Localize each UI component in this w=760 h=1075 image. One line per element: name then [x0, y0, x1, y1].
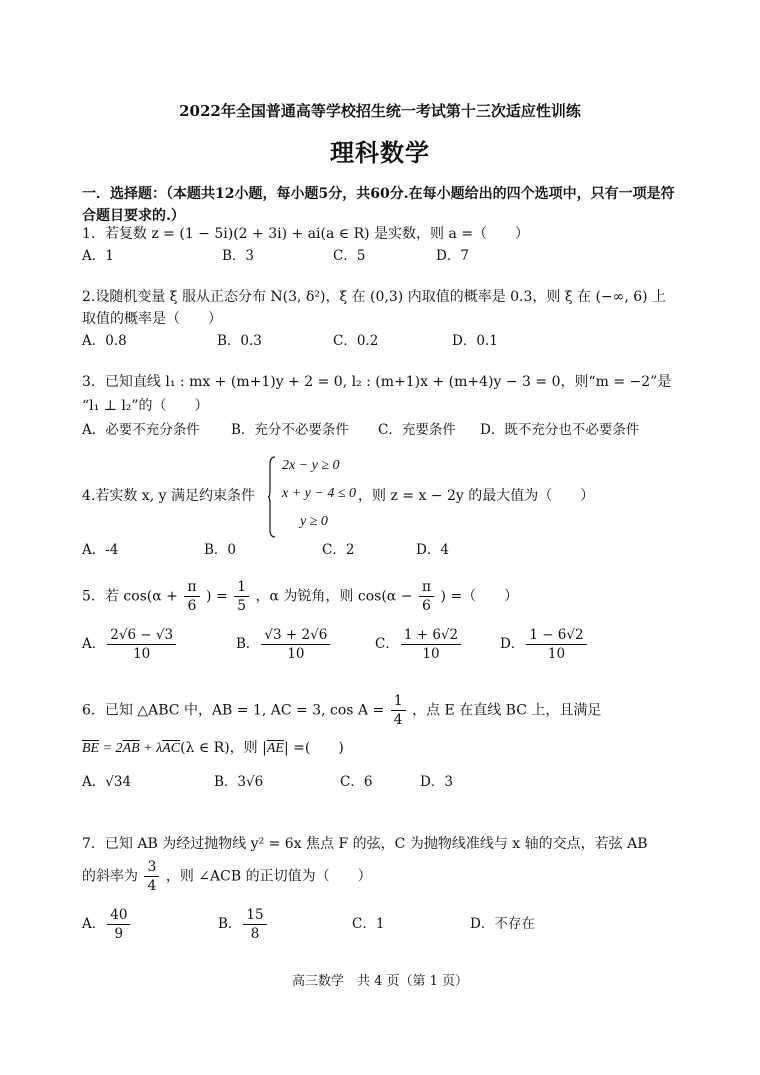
q7-option-b: B． $\frac{15}{8}$ — [218, 906, 269, 943]
q4-option-c: C．2 — [322, 542, 355, 558]
q6-option-a: A．√34 — [82, 774, 132, 790]
question-7-line2: 的斜率为 $\frac{3}{4}$ ，则 ∠ACB 的正切值为（ ） — [82, 859, 372, 894]
q7-option-a: A． $\frac{40}{9}$ — [82, 906, 132, 943]
q4-option-a: A．-4 — [82, 542, 119, 558]
q5-text-mid1: ) = — [206, 588, 228, 605]
q7-option-d: D．不存在 — [470, 916, 535, 932]
q3-option-a: A．必要不充分条件 — [82, 422, 200, 438]
q5-option-c: C． $\frac{1 + 6√2}{10}$ — [375, 626, 463, 663]
q3-option-b: B．充分不必要条件 — [231, 422, 349, 438]
q1-option-b: B．3 — [222, 248, 255, 264]
q5-option-b: B． $\frac{√3 + 2√6}{10}$ — [236, 626, 332, 663]
q5-text-post: ) =（ ） — [440, 588, 519, 605]
q3-option-d: D．既不充分也不必要条件 — [480, 422, 640, 438]
page-footer: 高三数学 共 4 页（第 1 页） — [291, 974, 469, 989]
q6-option-d: D．3 — [420, 774, 453, 790]
q2-option-d: D．0.1 — [452, 333, 498, 349]
question-1-stem: 1．若复数 z = (1 − 5i)(2 + 3i) + ai(a ∈ R) 是实数，则 a =（ ） — [82, 226, 530, 242]
q2-option-c: C．0.2 — [333, 333, 379, 349]
question-2-line2: 取值的概率是（ ） — [82, 311, 222, 327]
q4-option-d: D．4 — [416, 542, 449, 558]
q3-option-c: C．充要条件 — [378, 422, 456, 438]
exam-header: 2022年全国普通高等学校招生统一考试第十三次适应性训练 — [179, 102, 581, 120]
constraint-3: y ≥ 0 — [300, 514, 328, 529]
q7-frac: $\frac{3}{4}$ — [144, 858, 159, 895]
q5-frac-1: $\frac{\pi}{6}$ — [184, 578, 199, 615]
q5-frac-3: $\frac{\pi}{6}$ — [419, 578, 434, 615]
q5-text-mid2: ，α 为锐角，则 cos(α − — [255, 588, 413, 605]
section-heading: 一．选择题：（本题共12小题，每小题5分，共60分.在每小题给出的四个选项中，只有一项是符合题目要求的.） — [82, 186, 675, 224]
question-4-pre: 4.若实数 x, y 满足约束条件 — [82, 488, 255, 504]
q5-frac-2: $\frac{1}{5}$ — [234, 578, 249, 615]
left-brace-icon — [268, 456, 276, 538]
question-7-line1: 7．已知 AB 为经过抛物线 y² = 6x 焦点 F 的弦，C 为抛物线准线与 x 轴的交点，若弦 AB — [82, 836, 648, 852]
question-6-line1: 6．已知 △ABC 中，AB = 1, AC = 3, cos A = $\frac{1}{4}$ ，点 E 在直线 BC 上，且满足 — [82, 693, 602, 728]
q6-frac: $\frac{1}{4}$ — [391, 692, 406, 729]
q2-option-b: B．0.3 — [217, 333, 262, 349]
q5-text-pre: 5．若 cos(α + — [82, 588, 178, 605]
q6-option-b: B．3√6 — [214, 774, 264, 790]
question-6-line2: $\overline{BE} = 2\overline{AB} + \lambda\overline{AC}(\lambda$ ∈ R)，则 $|\overline{AE}|$ =( ) — [82, 740, 344, 756]
constraint-1: 2x − y ≥ 0 — [282, 458, 340, 473]
question-2-line1: 2.设随机变量 ξ 服从正态分布 N(3, δ²)，ξ 在 (0,3) 内取值的概率是 0.3，则 ξ 在 (−∞, 6) 上 — [82, 289, 667, 305]
q5-option-d: D． $\frac{1 - 6√2}{10}$ — [500, 626, 589, 663]
q5-option-a: A． $\frac{2√6 - √3}{10}$ — [82, 626, 178, 663]
q1-option-d: D．7 — [436, 248, 469, 264]
q4-option-b: B．0 — [204, 542, 237, 558]
subject-title: 理科数学 — [330, 138, 430, 167]
question-5-stem — [82, 578, 518, 615]
question-4-post: ，则 z = x − 2y 的最大值为（ ） — [358, 488, 595, 504]
q7-option-c: C．1 — [352, 916, 385, 932]
q1-option-c: C．5 — [333, 248, 366, 264]
q1-option-a: A．1 — [82, 248, 114, 264]
question-3-line2: “l₁ ⊥ l₂”的（ ） — [82, 398, 209, 414]
question-3-line1: 3．已知直线 l₁ : mx + (m+1)y + 2 = 0, l₂ : (m+1)x + (m+4)y − 3 = 0，则“m = −2”是 — [82, 374, 672, 390]
q2-option-a: A．0.8 — [82, 333, 127, 349]
q6-option-c: C．6 — [340, 774, 373, 790]
constraint-2: x + y − 4 ≤ 0 — [282, 486, 357, 501]
